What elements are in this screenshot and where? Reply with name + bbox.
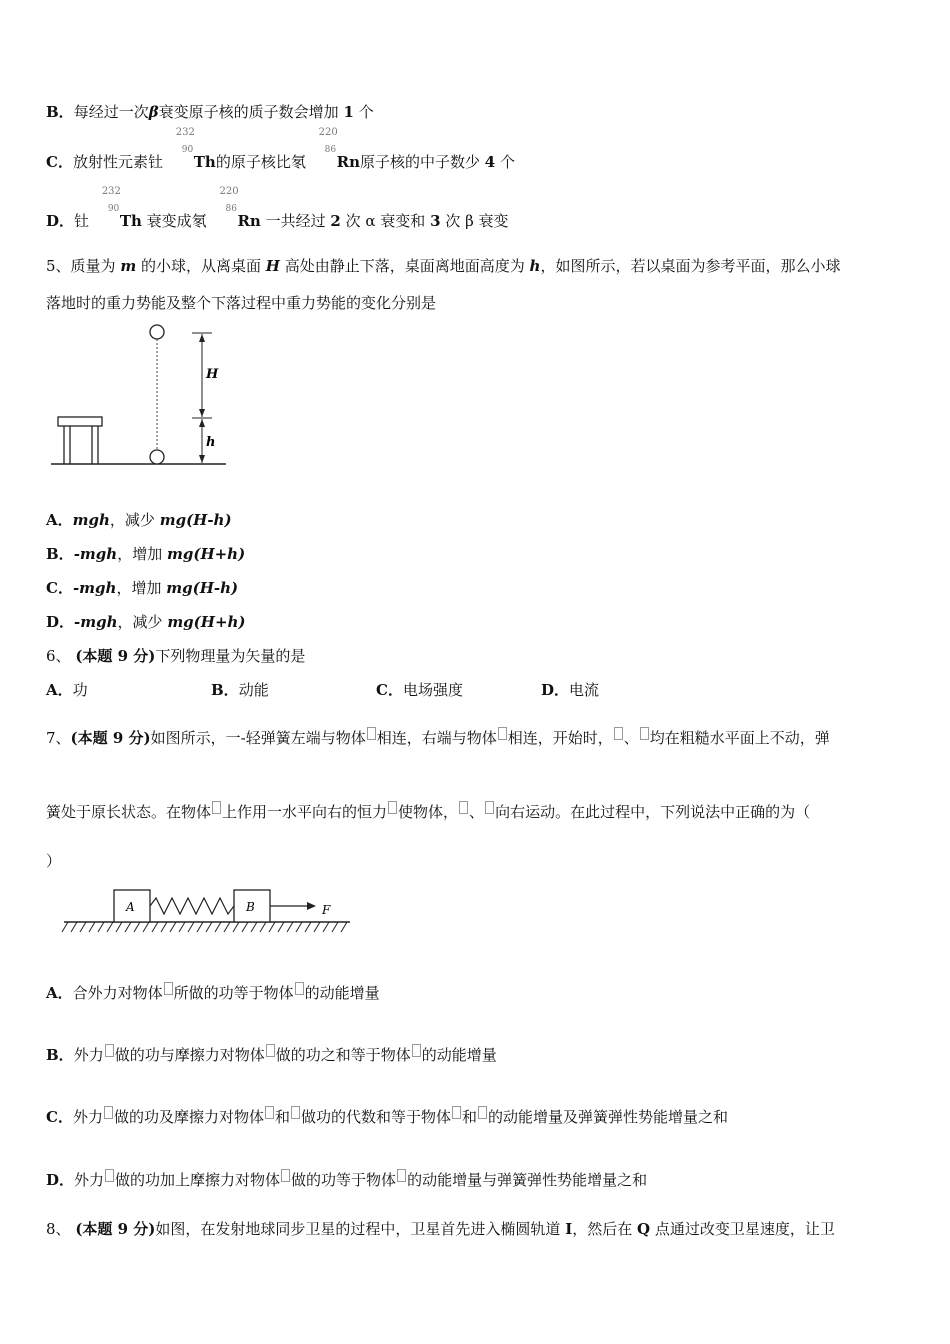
missing-glyph-icon (291, 1106, 300, 1119)
q5-option-a: A．mgh，减少 mg(H-h) (46, 511, 232, 529)
label-B: B (246, 900, 255, 914)
missing-glyph-icon (212, 801, 221, 814)
q7-option-b: B．外力 做的功与摩擦力对物体 做的功之和等于物体 的动能增量 (46, 1046, 497, 1064)
missing-glyph-icon (295, 982, 304, 995)
q5-stem-line1: 5、质量为 m 的小球，从离桌面 H 高处由静止下落，桌面离地面高度为 h，如图所示，若以桌面为参考平面，那么小球 (46, 257, 841, 275)
q6-option-d: D．电流 (541, 681, 600, 699)
missing-glyph-icon (459, 801, 468, 814)
q5-option-d: D．-mgh，减少 mg(H+h) (46, 613, 246, 631)
q5-option-c: C．-mgh，增加 mg(H-h) (46, 579, 239, 597)
missing-glyph-icon (452, 1106, 461, 1119)
label-F: F (322, 903, 331, 917)
missing-glyph-icon (281, 1169, 290, 1182)
label-H: H (206, 367, 219, 382)
missing-glyph-icon (164, 982, 173, 995)
missing-glyph-icon (485, 801, 494, 814)
missing-glyph-icon (498, 727, 507, 740)
spring (150, 898, 234, 914)
q6-stem: 6、 (本题 9 分)下列物理量为矢量的是 (46, 647, 306, 665)
q6-option-b: B．动能 (211, 681, 269, 699)
q8-stem: 8、 (本题 9 分)如图，在发射地球同步卫星的过程中，卫星首先进入椭圆轨道 I，然后在 Q 点通过改变卫星速度，让卫 (46, 1220, 835, 1238)
q6-option-c: C．电场强度 (376, 681, 463, 699)
q6-options (46, 679, 599, 700)
missing-glyph-icon (266, 1044, 275, 1057)
label-A: A (126, 900, 135, 914)
q7-stem-line3: ） (46, 852, 62, 870)
missing-glyph-icon (412, 1044, 421, 1057)
radon-nuclide: 220 86 (219, 186, 239, 214)
missing-glyph-icon (105, 1169, 114, 1182)
ball-end (150, 450, 164, 464)
label-h: h (206, 435, 216, 450)
spring-blocks-figure (60, 884, 360, 944)
missing-glyph-icon (478, 1106, 487, 1119)
missing-glyph-icon (105, 1044, 114, 1057)
missing-glyph-icon (614, 727, 623, 740)
q4-option-d: D．钍 232 90 Th 衰变成氡 220 86 Rn 一共经过 2 次 α 衰变和 3 次 β 衰变 (46, 186, 509, 230)
q7-option-c: C．外力 做的功及摩擦力对物体 和 做功的代数和等于物体 和 的动能增量及弹簧弹性势能增量之和 (46, 1108, 729, 1126)
q7-option-a: A．合外力对物体 所做的功等于物体 的动能增量 (46, 984, 380, 1002)
q4-option-c: C．放射性元素钍 232 90 Th的原子核比氡 220 86 Rn原子核的中子数少 4 个 (46, 127, 516, 171)
missing-glyph-icon (640, 727, 649, 740)
table-top (58, 417, 102, 426)
ball-start (150, 325, 164, 339)
missing-glyph-icon (367, 727, 376, 740)
q7-stem-line2: 簧处于原长状态。在物体 上作用一水平向右的恒力 使物体， 、 向右运动。在此过程中，下列说法中正确的为（ (46, 803, 811, 821)
q7-option-d: D．外力 做的功加上摩擦力对物体 做的功等于物体 的动能增量与弹簧弹性势能增量之和 (46, 1171, 648, 1189)
missing-glyph-icon (397, 1169, 406, 1182)
q7-stem-line1: 7、(本题 9 分)如图所示，一-轻弹簧左端与物体 相连，右端与物体 相连，开始时， 、 均在粗糙水平面上不动，弹 (46, 729, 830, 747)
thorium-nuclide: 232 90 (101, 186, 121, 214)
force-arrow (307, 902, 316, 910)
q5-stem-line2: 落地时的重力势能及整个下落过程中重力势能的变化分别是 (46, 294, 437, 312)
missing-glyph-icon (265, 1106, 274, 1119)
q6-option-a: A．功 (46, 681, 88, 699)
missing-glyph-icon (104, 1106, 113, 1119)
radon-nuclide: 220 86 (318, 127, 338, 155)
thorium-nuclide: 232 90 (175, 127, 195, 155)
falling-ball-figure (46, 320, 236, 470)
q4-option-b: B．每经过一次β衰变原子核的质子数会增加 1 个 (46, 103, 374, 121)
missing-glyph-icon (388, 801, 397, 814)
q5-option-b: B．-mgh，增加 mg(H+h) (46, 545, 246, 563)
